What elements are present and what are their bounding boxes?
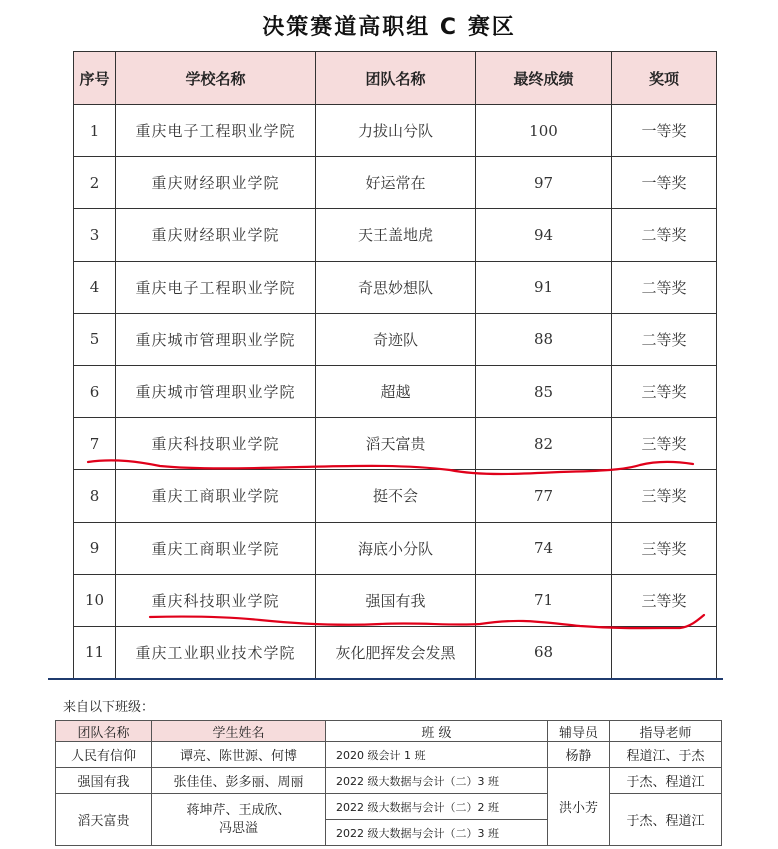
classes-header-students: 学生姓名 xyxy=(152,721,326,742)
row-number: 6 xyxy=(74,365,116,417)
row-number: 10 xyxy=(74,574,116,626)
class-name: 2020 级会计 1 班 xyxy=(326,742,548,768)
school-name: 重庆科技职业学院 xyxy=(116,574,316,626)
class-students-line: 蒋坤芹、王成欣、 xyxy=(186,802,291,818)
source-note: 来自以下班级： xyxy=(63,700,155,715)
table-row xyxy=(74,418,717,470)
table-row xyxy=(74,209,717,261)
table-row xyxy=(74,626,717,678)
school-name: 重庆电子工程职业学院 xyxy=(116,105,316,157)
final-score: 77 xyxy=(476,470,612,522)
award: 三等奖 xyxy=(612,365,717,417)
final-score: 100 xyxy=(476,105,612,157)
classes-header-counselor: 辅导员 xyxy=(548,721,610,742)
school-name: 重庆城市管理职业学院 xyxy=(116,313,316,365)
final-score: 97 xyxy=(476,157,612,209)
award: 三等奖 xyxy=(612,574,717,626)
award: 一等奖 xyxy=(612,157,717,209)
results-header-row xyxy=(74,52,717,105)
row-number: 3 xyxy=(74,209,116,261)
award: 三等奖 xyxy=(612,522,717,574)
school-name: 重庆工业职业技术学院 xyxy=(116,626,316,678)
team-name: 滔天富贵 xyxy=(316,418,476,470)
class-counselor: 杨静 xyxy=(548,742,610,768)
classes-header-advisor: 指导老师 xyxy=(610,721,722,742)
team-name: 强国有我 xyxy=(316,574,476,626)
class-students xyxy=(152,794,326,846)
class-students: 谭亮、陈世源、何博 xyxy=(152,742,326,768)
class-name: 2022 级大数据与会计（二）3 班 xyxy=(326,768,548,794)
row-number: 1 xyxy=(74,105,116,157)
class-name: 2022 级大数据与会计（二）3 班 xyxy=(326,820,548,846)
award: 二等奖 xyxy=(612,261,717,313)
team-name: 挺不会 xyxy=(316,470,476,522)
class-advisor: 于杰、程道江 xyxy=(610,794,722,846)
school-name: 重庆电子工程职业学院 xyxy=(116,261,316,313)
table-row xyxy=(74,470,717,522)
row-number: 11 xyxy=(74,626,116,678)
school-name: 重庆财经职业学院 xyxy=(116,157,316,209)
classes-header-class: 班 级 xyxy=(326,721,548,742)
class-counselor: 洪小芳 xyxy=(548,768,610,846)
table-row xyxy=(74,365,717,417)
row-number: 9 xyxy=(74,522,116,574)
classes-header-team: 团队名称 xyxy=(56,721,152,742)
award: 二等奖 xyxy=(612,313,717,365)
final-score: 74 xyxy=(476,522,612,574)
header-school: 学校名称 xyxy=(116,52,316,105)
school-name: 重庆工商职业学院 xyxy=(116,470,316,522)
class-team: 滔天富贵 xyxy=(56,794,152,846)
team-name: 灰化肥挥发会发黑 xyxy=(316,626,476,678)
award xyxy=(612,626,717,678)
class-advisor: 于杰、程道江 xyxy=(610,768,722,794)
final-score: 88 xyxy=(476,313,612,365)
class-advisor: 程道江、于杰 xyxy=(610,742,722,768)
table-row xyxy=(74,105,717,157)
table-row xyxy=(74,574,717,626)
final-score: 68 xyxy=(476,626,612,678)
table-row xyxy=(74,313,717,365)
team-name: 奇思妙想队 xyxy=(316,261,476,313)
team-name: 海底小分队 xyxy=(316,522,476,574)
award: 三等奖 xyxy=(612,470,717,522)
header-no: 序号 xyxy=(74,52,116,105)
class-team: 人民有信仰 xyxy=(56,742,152,768)
classes-table xyxy=(55,720,722,846)
section-divider xyxy=(48,678,723,680)
table-row xyxy=(74,261,717,313)
row-number: 8 xyxy=(74,470,116,522)
team-name: 超越 xyxy=(316,365,476,417)
row-number: 7 xyxy=(74,418,116,470)
final-score: 85 xyxy=(476,365,612,417)
table-row xyxy=(74,157,717,209)
header-score: 最终成绩 xyxy=(476,52,612,105)
school-name: 重庆科技职业学院 xyxy=(116,418,316,470)
school-name: 重庆财经职业学院 xyxy=(116,209,316,261)
team-name: 力拔山兮队 xyxy=(316,105,476,157)
team-name: 奇迹队 xyxy=(316,313,476,365)
row-number: 4 xyxy=(74,261,116,313)
page-title: 决策赛道高职组 C 赛区 xyxy=(262,15,516,40)
header-team: 团队名称 xyxy=(316,52,476,105)
final-score: 82 xyxy=(476,418,612,470)
final-score: 71 xyxy=(476,574,612,626)
table-row xyxy=(56,768,722,794)
table-row xyxy=(56,794,722,820)
classes-header-row xyxy=(56,721,722,742)
final-score: 94 xyxy=(476,209,612,261)
class-team: 强国有我 xyxy=(56,768,152,794)
class-name: 2022 级大数据与会计（二）2 班 xyxy=(326,794,548,820)
class-students-line: 冯思溢 xyxy=(218,820,258,836)
row-number: 5 xyxy=(74,313,116,365)
award: 一等奖 xyxy=(612,105,717,157)
final-score: 91 xyxy=(476,261,612,313)
school-name: 重庆工商职业学院 xyxy=(116,522,316,574)
class-students: 张佳佳、彭多丽、周丽 xyxy=(152,768,326,794)
table-row xyxy=(56,742,722,768)
award: 二等奖 xyxy=(612,209,717,261)
team-name: 天王盖地虎 xyxy=(316,209,476,261)
award: 三等奖 xyxy=(612,418,717,470)
team-name: 好运常在 xyxy=(316,157,476,209)
table-row xyxy=(74,522,717,574)
school-name: 重庆城市管理职业学院 xyxy=(116,365,316,417)
row-number: 2 xyxy=(74,157,116,209)
results-body xyxy=(74,105,717,679)
header-award: 奖项 xyxy=(612,52,717,105)
results-table xyxy=(73,51,717,679)
